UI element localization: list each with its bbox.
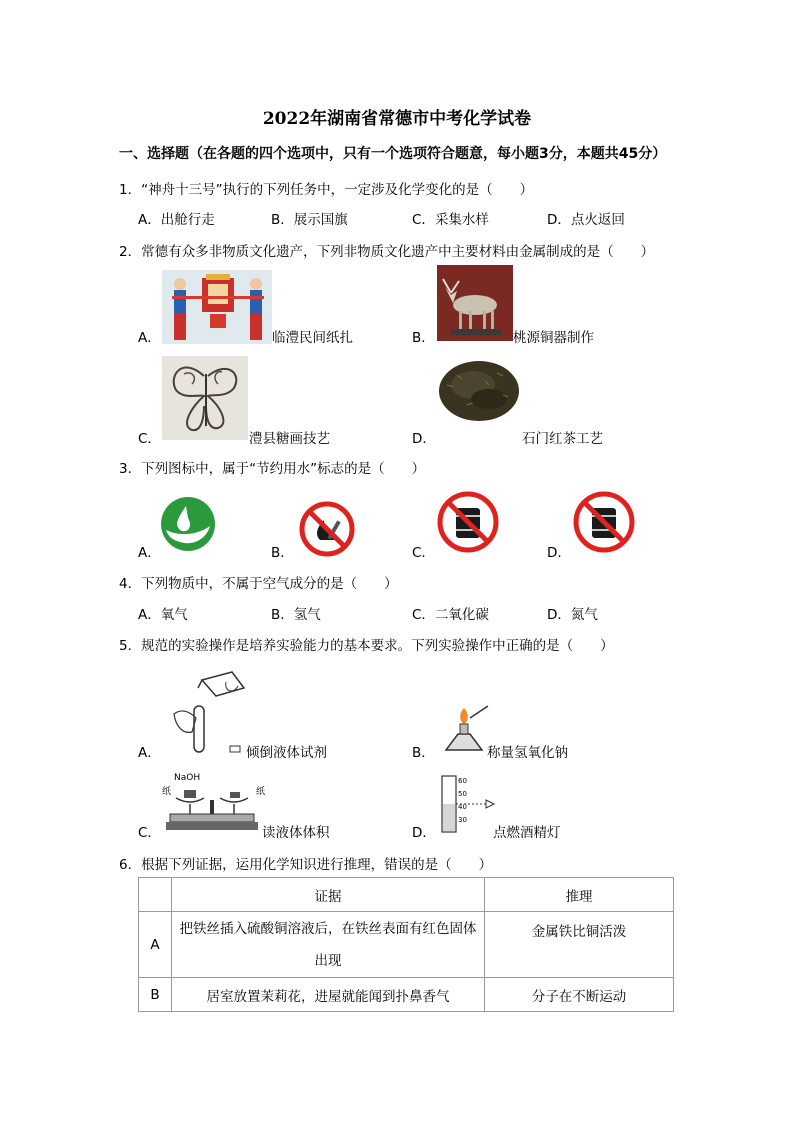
no-oil-barrel-icon-c [436, 490, 500, 554]
q4-option-b[interactable]: B．氢气 [271, 607, 321, 623]
row-evidence-line1: 把铁丝插入硫酸铜溶液后，在铁丝表面有红色固体 [179, 920, 477, 937]
table-row [139, 912, 674, 978]
black-tea-image [437, 355, 521, 425]
sugar-butterfly-image [162, 356, 248, 440]
q1-stem: 1．“神舟十三号”执行的下列任务中，一定涉及化学变化的是（ ） [119, 182, 534, 198]
q2-caption-b: 桃源铜器制作 [513, 330, 594, 346]
q5-stem: 5．规范的实验操作是培养实验能力的基本要求。下列实验操作中正确的是（ ） [119, 638, 614, 654]
q2-stem: 2．常德有众多非物质文化遗产，下列非物质文化遗产中主要材料由金属制成的是（ ） [119, 244, 655, 260]
q2-letter-d[interactable]: D． [412, 431, 436, 447]
paper-label-left: 纸 [162, 787, 172, 797]
q5-caption-b: 称量氢氧化钠 [487, 745, 568, 761]
no-oil-barrel-icon-d [572, 490, 636, 554]
row-key: B [139, 978, 172, 1012]
no-fire-icon [298, 500, 356, 558]
table-row [139, 978, 674, 1012]
section-heading: 一、选择题（在各题的四个选项中，只有一个选项符合题意，每小题3分，本题共45分） [119, 146, 667, 162]
row-reason: 分子在不断运动 [485, 978, 674, 1012]
table-header-key [139, 878, 172, 912]
q5-letter-a[interactable]: A． [138, 745, 161, 761]
row-evidence [172, 912, 485, 978]
q5-caption-d: 点燃酒精灯 [493, 825, 561, 841]
q6-table [138, 877, 674, 1012]
water-saving-icon [160, 496, 216, 552]
balance-scale-diagram [160, 770, 264, 834]
q2-caption-d: 石门红茶工艺 [522, 431, 603, 447]
bronze-ox-image [437, 265, 513, 341]
q1-option-b[interactable]: B．展示国旗 [271, 212, 348, 228]
q4-option-d[interactable]: D．氮气 [547, 607, 598, 623]
row-evidence-line2: 出现 [314, 952, 342, 969]
q2-caption-a: 临澧民间纸扎 [272, 330, 353, 346]
table-header-evidence: 证据 [172, 878, 485, 912]
row-evidence: 居室放置茉莉花，进屋就能闻到扑鼻香气 [172, 978, 485, 1012]
tick-40: 40 [458, 803, 467, 811]
q2-caption-c: 澧县糖画技艺 [249, 431, 330, 447]
q4-option-c[interactable]: C．二氧化碳 [412, 607, 489, 623]
pour-liquid-diagram [162, 662, 248, 758]
paper-sedan-image [162, 270, 272, 344]
q3-letter-a[interactable]: A． [138, 545, 161, 561]
q4-option-a[interactable]: A．氧气 [138, 607, 188, 623]
table-header-reason: 推理 [485, 878, 674, 912]
naoh-label: NaOH [174, 773, 201, 783]
q5-letter-d[interactable]: D． [412, 825, 436, 841]
q6-stem: 6．根据下列证据，运用化学知识进行推理，错误的是（ ） [119, 857, 493, 873]
page-title: 2022年湖南省常德市中考化学试卷 [262, 109, 532, 129]
q3-letter-b[interactable]: B． [271, 545, 294, 561]
alcohol-lamp-diagram [436, 700, 492, 756]
q1-option-a[interactable]: A．出舱行走 [138, 212, 215, 228]
paper-label-right: 纸 [256, 787, 266, 797]
q2-letter-c[interactable]: C． [138, 431, 161, 447]
tick-50: 50 [458, 790, 467, 798]
q1-option-c[interactable]: C．采集水样 [412, 212, 489, 228]
q2-letter-a[interactable]: A． [138, 330, 161, 346]
graduated-cylinder-diagram [436, 774, 496, 834]
q4-stem: 4．下列物质中，不属于空气成分的是（ ） [119, 576, 398, 592]
q5-caption-c: 读液体体积 [262, 825, 330, 841]
q3-stem: 3．下列图标中，属于“节约用水”标志的是（ ） [119, 461, 426, 477]
tick-30: 30 [458, 816, 467, 824]
row-key: A [139, 912, 172, 978]
q3-letter-d[interactable]: D． [547, 545, 571, 561]
table-header-row [139, 878, 674, 912]
q3-letter-c[interactable]: C． [412, 545, 435, 561]
row-reason: 金属铁比铜活泼 [485, 912, 674, 978]
q1-option-d[interactable]: D．点火返回 [547, 212, 625, 228]
tick-60: 60 [458, 777, 467, 785]
q5-letter-b[interactable]: B． [412, 745, 435, 761]
q2-letter-b[interactable]: B． [412, 330, 435, 346]
q5-caption-a: 倾倒液体试剂 [246, 745, 327, 761]
q5-letter-c[interactable]: C． [138, 825, 161, 841]
